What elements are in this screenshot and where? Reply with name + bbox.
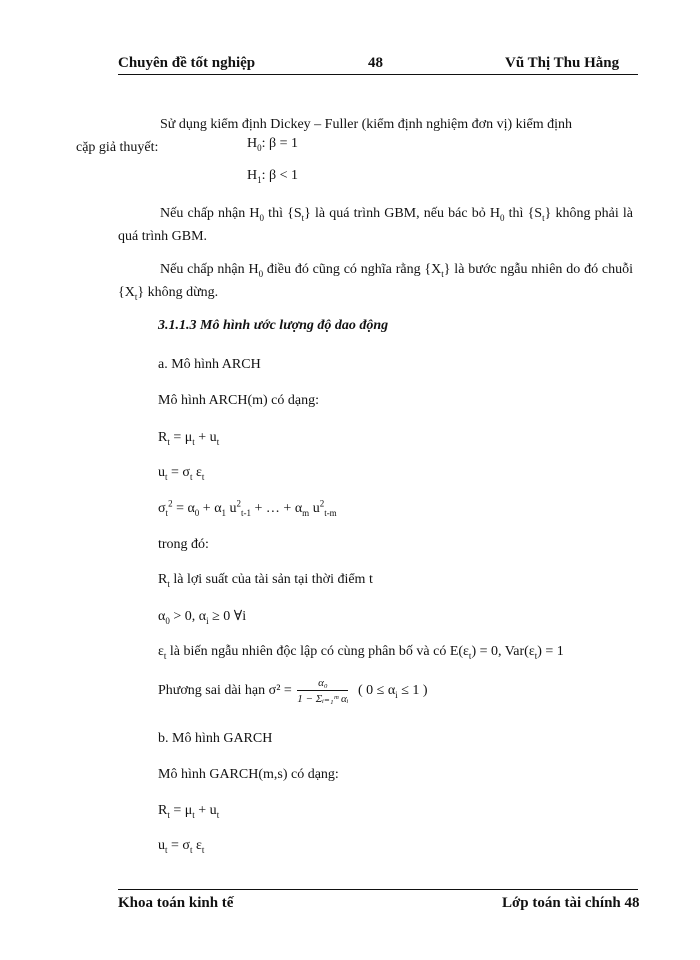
variance-fraction: $\frac{\text{α₀}}{\text{1 − Σᵢ₌₁ᵐ αᵢ}}$: [297, 677, 349, 705]
long-run-variance: Phương sai dài hạn σ² = $\frac{\text{α₀}}{\text{1 − Σᵢ₌₁ᵐ αᵢ}}$ ( $0 \le \alpha_i \le 1$ ): [158, 677, 428, 705]
equation-rt: $R_t = \mu_t + u_t$: [158, 430, 220, 447]
paragraph-random-walk: Nếu chấp nhận $H_0$ điều đó cũng có nghĩa rằng $\{X_t\}$ là bước ngẫu nhiên do đó chuỗi $\{X_t\}$ không dừng.: [118, 262, 634, 302]
equation-sigma: $\sigma_t^2 = \alpha_0 + \alpha_1$ $u^2_{t-1}$ + … + $\alpha_m$ $u^2_{t-m}$: [158, 498, 337, 518]
garch-equation-rt: $R_t = \mu_t + u_t$: [158, 803, 220, 820]
header-right: Vũ Thị Thu Hằng: [505, 55, 620, 71]
p1-line1: Sử dụng kiểm định Dickey – Fuller (kiểm định nghiệm đơn vị) kiểm định: [160, 117, 573, 132]
p1-line2: cặp giả thuyết:: [76, 140, 159, 155]
arch-title: a. Mô hình ARCH: [158, 357, 261, 372]
footer-right: Lớp toán tài chính 48: [502, 895, 640, 911]
footer-rule: [118, 889, 638, 890]
paragraph-dickey-fuller: [76, 113, 633, 159]
footer-left: Khoa toán kinh tế: [118, 895, 234, 911]
hypothesis-h0: $H_0$: β = 1: [247, 136, 299, 153]
hypothesis-h1: $H_1$: β < 1: [247, 168, 299, 185]
alpha-constraint: $\alpha_0 > 0$, $\alpha_i \ge 0$ ∀i: [158, 609, 247, 626]
section-heading: 3.1.1.3 Mô hình ước lượng độ dao động: [158, 318, 389, 333]
header-rule: [118, 74, 638, 75]
paragraph-gbm: Nếu chấp nhận $H_0$ thì $\{S_t\}$ là quá trình GBM, nếu bác bỏ $H_0$ thì $\{S_t\}$ không phải là quá trình GBM.: [118, 206, 633, 244]
garch-form-intro: Mô hình GARCH(m,s) có dạng:: [158, 767, 339, 782]
epsilon-description: $\varepsilon_t$ là biến ngẫu nhiên độc lập có cùng phân bố và có $E(\varepsilon_t) = 0$, $Var(\varepsilon_t) = 1$: [158, 644, 564, 661]
header-left: Chuyên đề tốt nghiệp: [118, 55, 256, 71]
garch-equation-ut: $u_t = \sigma_t$ $\varepsilon_t$: [158, 838, 205, 855]
page-number: 48: [368, 55, 383, 71]
rt-description: $R_t$ là lợi suất của tài sản tại thời điểm t: [158, 572, 373, 589]
arch-form-intro: Mô hình ARCH(m) có dạng:: [158, 393, 319, 408]
garch-title: b. Mô hình GARCH: [158, 731, 273, 746]
where-label: trong đó:: [158, 537, 209, 552]
equation-ut: $u_t = \sigma_t$ $\varepsilon_t$: [158, 465, 205, 482]
